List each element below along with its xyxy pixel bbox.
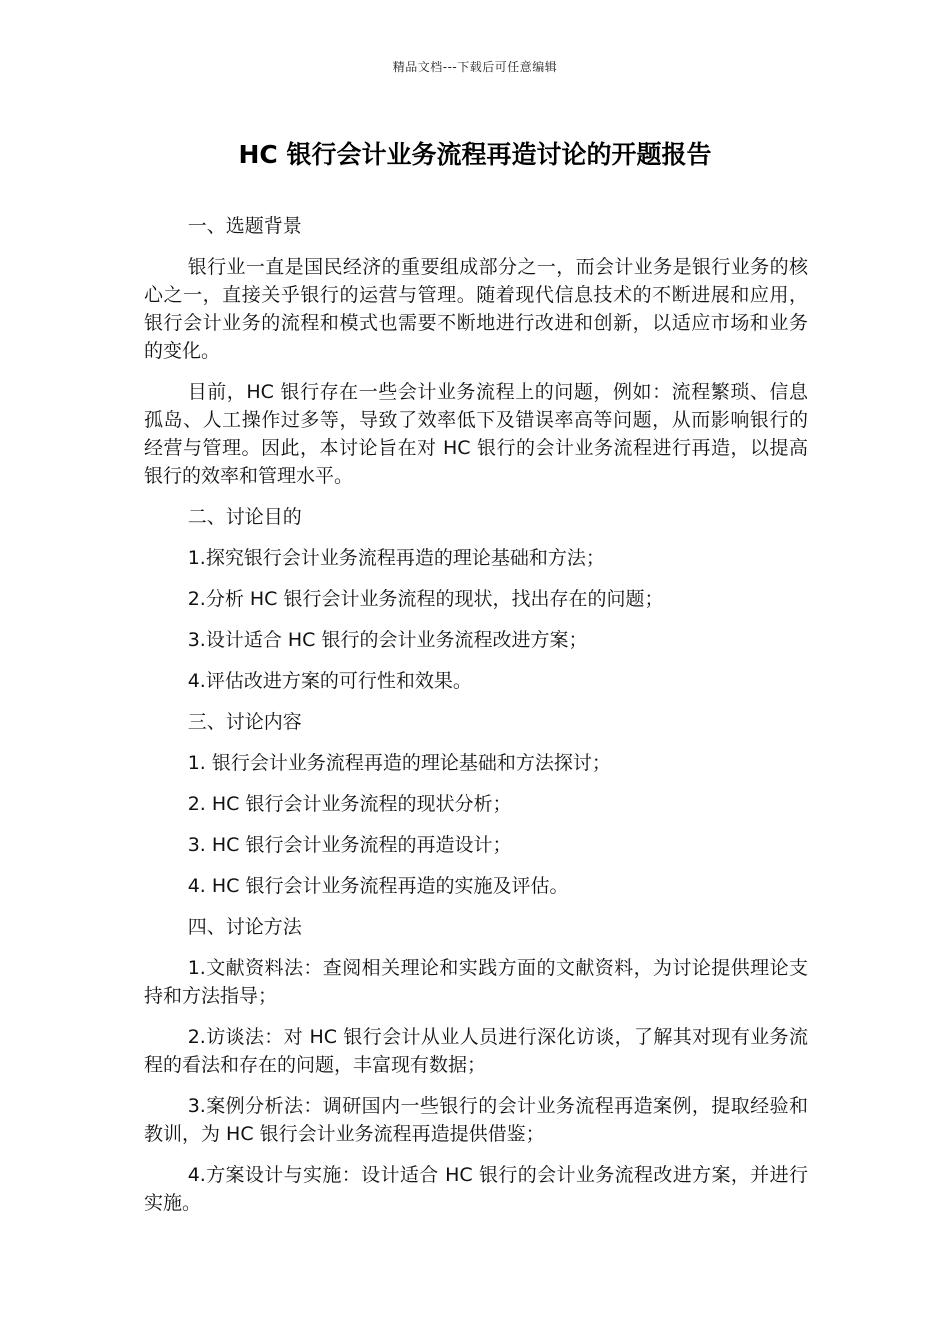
purpose-item-2: 2.分析 HC 银行会计业务流程的现状，找出存在的问题； (187, 588, 664, 610)
background-paragraph-2: 目前，HC 银行存在一些会计业务流程上的问题，例如：流程繁琐、信息孤岛、人工操作过多等，导致了效率低下及错误率高等问题，从而影响银行的经营与管理。因此，本讨论旨在对 HC 银行的会计业务流程进行再造，以提高银行的效率和管理水平。 (144, 381, 808, 487)
content-item-1: 1. 银行会计业务流程再造的理论基础和方法探讨； (187, 752, 611, 774)
purpose-item-3: 3.设计适合 HC 银行的会计业务流程改进方案； (187, 629, 588, 651)
section-heading-content: 三、讨论内容 (187, 711, 302, 733)
methods-item-1: 1.文献资料法：查阅相关理论和实践方面的文献资料，为讨论提供理论支持和方法指导； (144, 957, 808, 1007)
content-item-4: 4. HC 银行会计业务流程再造的实施及评估。 (187, 875, 569, 897)
document-body (144, 212, 808, 1230)
methods-item-2: 2.访谈法：对 HC 银行会计从业人员进行深化访谈，了解其对现有业务流程的看法和存在的问题，丰富现有数据； (144, 1026, 808, 1076)
section-heading-background: 一、选题背景 (187, 215, 302, 237)
background-paragraph-1: 银行业一直是国民经济的重要组成部分之一，而会计业务是银行业务的核心之一，直接关乎银行的运营与管理。随着现代信息技术的不断进展和应用，银行会计业务的流程和模式也需要不断地进行改进和创新，以适应市场和业务的变化。 (144, 256, 808, 362)
content-item-3: 3. HC 银行会计业务流程的再造设计； (187, 834, 512, 856)
section-heading-methods: 四、讨论方法 (187, 916, 302, 938)
purpose-item-1: 1.探究银行会计业务流程再造的理论基础和方法； (187, 547, 605, 569)
section-heading-purpose: 二、讨论目的 (187, 506, 302, 528)
document-title: HC 银行会计业务流程再造讨论的开题报告 (238, 140, 712, 169)
purpose-item-4: 4.评估改进方案的可行性和效果。 (187, 670, 472, 692)
methods-item-4: 4.方案设计与实施：设计适合 HC 银行的会计业务流程改进方案，并进行实施。 (144, 1164, 808, 1214)
header-note: 精品文档---下载后可任意编辑 (392, 60, 558, 74)
methods-item-3: 3.案例分析法：调研国内一些银行的会计业务流程再造案例，提取经验和教训，为 HC 银行会计业务流程再造提供借鉴； (144, 1095, 808, 1145)
content-item-2: 2. HC 银行会计业务流程的现状分析； (187, 793, 512, 815)
